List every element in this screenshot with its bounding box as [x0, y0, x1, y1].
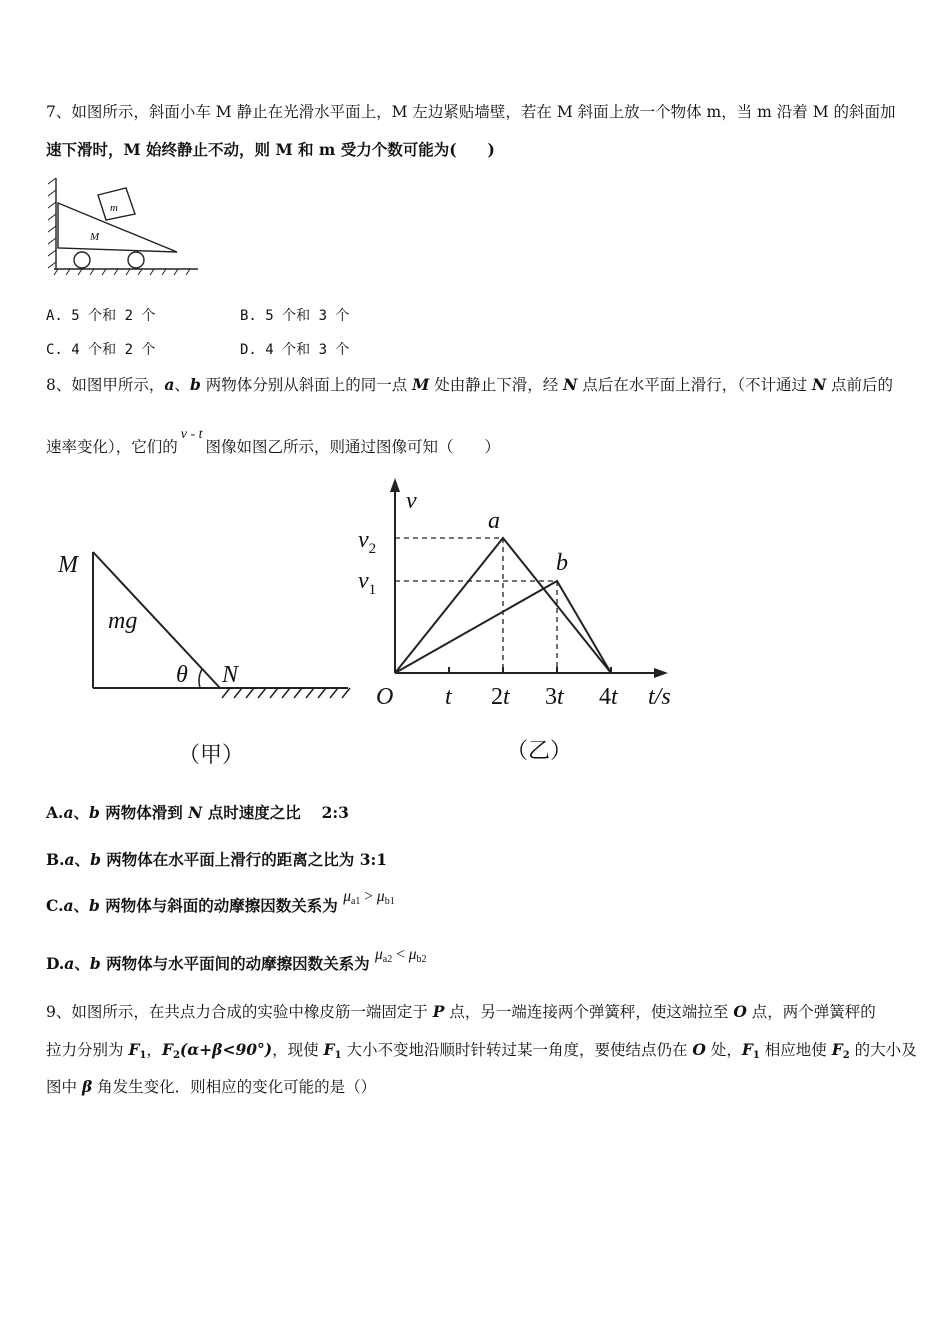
label-M: M	[90, 231, 100, 243]
origin-label: O	[376, 684, 394, 710]
q7-option-b[interactable]: B. 5 个和 3 个	[240, 308, 350, 324]
tick-label-4: 4t	[599, 684, 618, 710]
wall-hatching	[48, 178, 56, 268]
wheel-right	[128, 252, 144, 268]
ground-hatching	[222, 688, 350, 698]
v-axis-arrow	[390, 478, 400, 492]
q7-option-d[interactable]: D. 4 个和 3 个	[240, 342, 350, 358]
q9-stem-line2: 拉力分别为 $F_1$，$F_2(\alpha+\beta<90^\circ)$，现使 $F_1$ 大小不变地沿顺时针转过某一角度，要使结点仍在 O 处，$F_1$ 相应地使 $F_2$ 的大小及	[46, 1040, 917, 1061]
wheel-left	[74, 252, 90, 268]
floor-hatching	[54, 269, 190, 275]
tick-label-2: 2t	[491, 684, 510, 710]
vt-symbol: v - t	[180, 427, 203, 442]
mu-relation-c: $\mu_{a1} > \mu_{b1}$	[343, 888, 395, 907]
label-N: N	[222, 662, 239, 688]
q8-option-d[interactable]: D.a、b 两物体与水平面间的动摩擦因数关系为 $\mu_{a2} < \mu_{b2}$	[46, 946, 427, 973]
q8-figure-yi-vt-chart	[350, 470, 690, 770]
caption-yi: （乙）	[506, 738, 573, 763]
q8-figure-jia	[50, 540, 360, 780]
q8-stem-line2: 速率变化），它们的v - t图像如图乙所示，则通过图像可知（ ）	[46, 427, 501, 456]
v-axis-label: v	[406, 488, 417, 514]
q9-stem-line1: 9、如图所示，在共点力合成的实验中橡皮筋一端固定于 P 点，另一端连接两个弹簧秤，使这端拉至 O 点，两个弹簧秤的	[46, 1002, 876, 1021]
q8-option-b[interactable]: B.a、b 两物体在水平面上滑行的距离之比为 3:1	[46, 850, 387, 869]
v1-label: $v_1$	[358, 568, 377, 598]
point-b-label: b	[556, 550, 568, 576]
label-M: M	[58, 552, 78, 578]
theta-arc	[199, 669, 202, 688]
q9-stem-line3: 图中 β 角发生变化．则相应的变化可能的是（）	[46, 1077, 377, 1096]
v2-label: $v_2$	[358, 527, 377, 557]
q7-stem-line2: 速下滑时，M 始终静止不动，则 M 和 m 受力个数可能为( )	[46, 140, 495, 159]
q7-stem-line1: 7、如图所示，斜面小车 M 静止在光滑水平面上，M 左边紧贴墙壁，若在 M 斜面上放一个物体 m，当 m 沿着 M 的斜面加	[46, 103, 896, 121]
label-m: m	[110, 202, 118, 214]
caption-jia: （甲）	[178, 742, 245, 767]
tick-label-1: t	[445, 684, 452, 710]
q8-stem-line1: 8、如图甲所示，a、b 两物体分别从斜面上的同一点 M 处由静止下滑，经 N 点后在水平面上滑行，（不计通过 N 点前后的	[46, 375, 894, 394]
q7-option-c[interactable]: C. 4 个和 2 个	[46, 342, 156, 358]
mu-relation-d: $\mu_{a2} < \mu_{b2}$	[375, 946, 427, 965]
q7-option-a[interactable]: A. 5 个和 2 个	[46, 308, 156, 324]
t-axis-label: t/s	[648, 684, 671, 710]
point-a-label: a	[488, 508, 500, 534]
tick-label-3: 3t	[545, 684, 564, 710]
q7-figure	[44, 176, 204, 278]
q8-option-a[interactable]: A.a、b 两物体滑到 N 点时速度之比 2:3	[46, 803, 349, 822]
q8-option-c[interactable]: C.a、b 两物体与斜面的动摩擦因数关系为 $\mu_{a1} > \mu_{b1}$	[46, 888, 395, 915]
label-theta: θ	[176, 662, 188, 688]
t-axis-arrow	[654, 668, 668, 678]
label-mg: mg	[108, 608, 138, 634]
